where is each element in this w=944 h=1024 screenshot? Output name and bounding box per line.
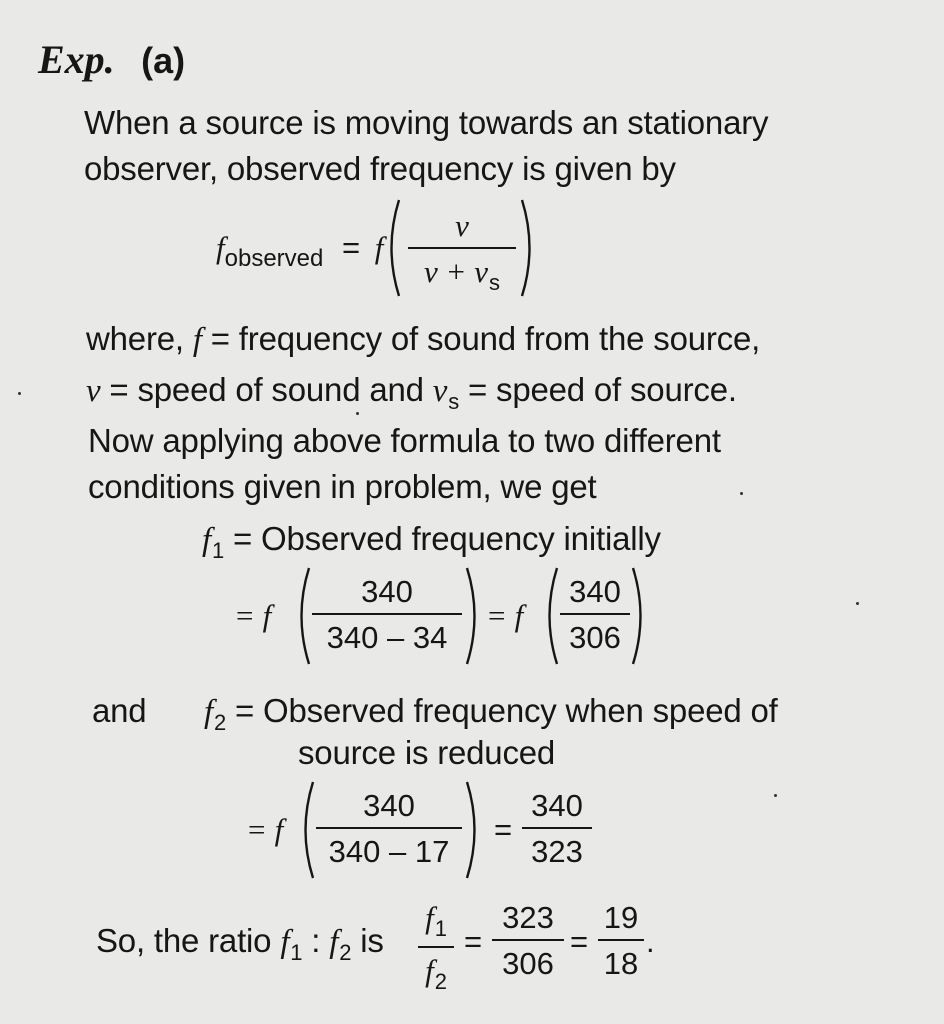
f2-fraction-1: 340 340 – 17 [316, 790, 462, 867]
f1-eq2: = f [486, 598, 524, 633]
ratio-eq1: = [464, 924, 483, 959]
heading [38, 36, 185, 83]
f2-paren-close [464, 780, 484, 880]
ratio-fraction-values: 323 306 [492, 902, 564, 979]
apply-line-1: Now applying above formula to two different [88, 422, 721, 459]
f2-paren-open [296, 780, 316, 880]
intro-line-1: When a source is moving towards an stationary [84, 104, 769, 141]
f1-paren-open-2 [540, 566, 560, 666]
intro-line-2: observer, observed frequency is given by [84, 150, 676, 187]
apply-line-2: conditions given in problem, we get [88, 468, 597, 505]
where-line-2: v = speed of sound and $v_s$ = speed of source. [86, 371, 737, 414]
scan-speck [856, 602, 859, 605]
f2-and: and [92, 692, 147, 729]
formula-left-paren [382, 198, 402, 298]
heading-option: (a) [141, 40, 186, 81]
f2-eq1: = f [246, 812, 284, 847]
f1-fraction-2: 340 306 [560, 576, 630, 653]
where-line-1: where, f = frequency of sound from the source, [86, 320, 761, 358]
formula-lhs: $f_{observed} = f$ [216, 230, 384, 272]
ratio-period: . [646, 924, 655, 959]
ratio-fraction-result: 19 18 [598, 902, 644, 979]
f1-paren-open-1 [292, 566, 312, 666]
f1-paren-close-2 [630, 566, 650, 666]
heading-exp: Exp. [38, 37, 115, 82]
f1-paren-close-1 [464, 566, 484, 666]
f1-definition: $f_1$ = Observed frequency initially [202, 520, 661, 563]
scan-speck [740, 492, 743, 495]
f2-definition-1: $f_2$ = Observed frequency when speed of [204, 692, 778, 735]
formula-fraction: v $v + v_s$ [408, 210, 516, 294]
f1-fraction-1: 340 340 – 34 [312, 576, 462, 653]
scan-speck [356, 412, 359, 415]
ratio-text: So, the ratio $f_1$ : $f_2$ is [96, 922, 384, 965]
scan-speck [18, 392, 21, 395]
f2-eq2: = [494, 812, 513, 847]
ratio-fraction-symbols: $f_1$ $f_2$ [418, 902, 454, 993]
f2-definition-2: source is reduced [298, 734, 556, 771]
ratio-eq2: = [570, 924, 589, 959]
scan-speck [774, 794, 777, 797]
f2-fraction-2: 340 323 [522, 790, 592, 867]
f1-eq1: = f [234, 598, 272, 633]
formula-right-paren [519, 198, 539, 298]
